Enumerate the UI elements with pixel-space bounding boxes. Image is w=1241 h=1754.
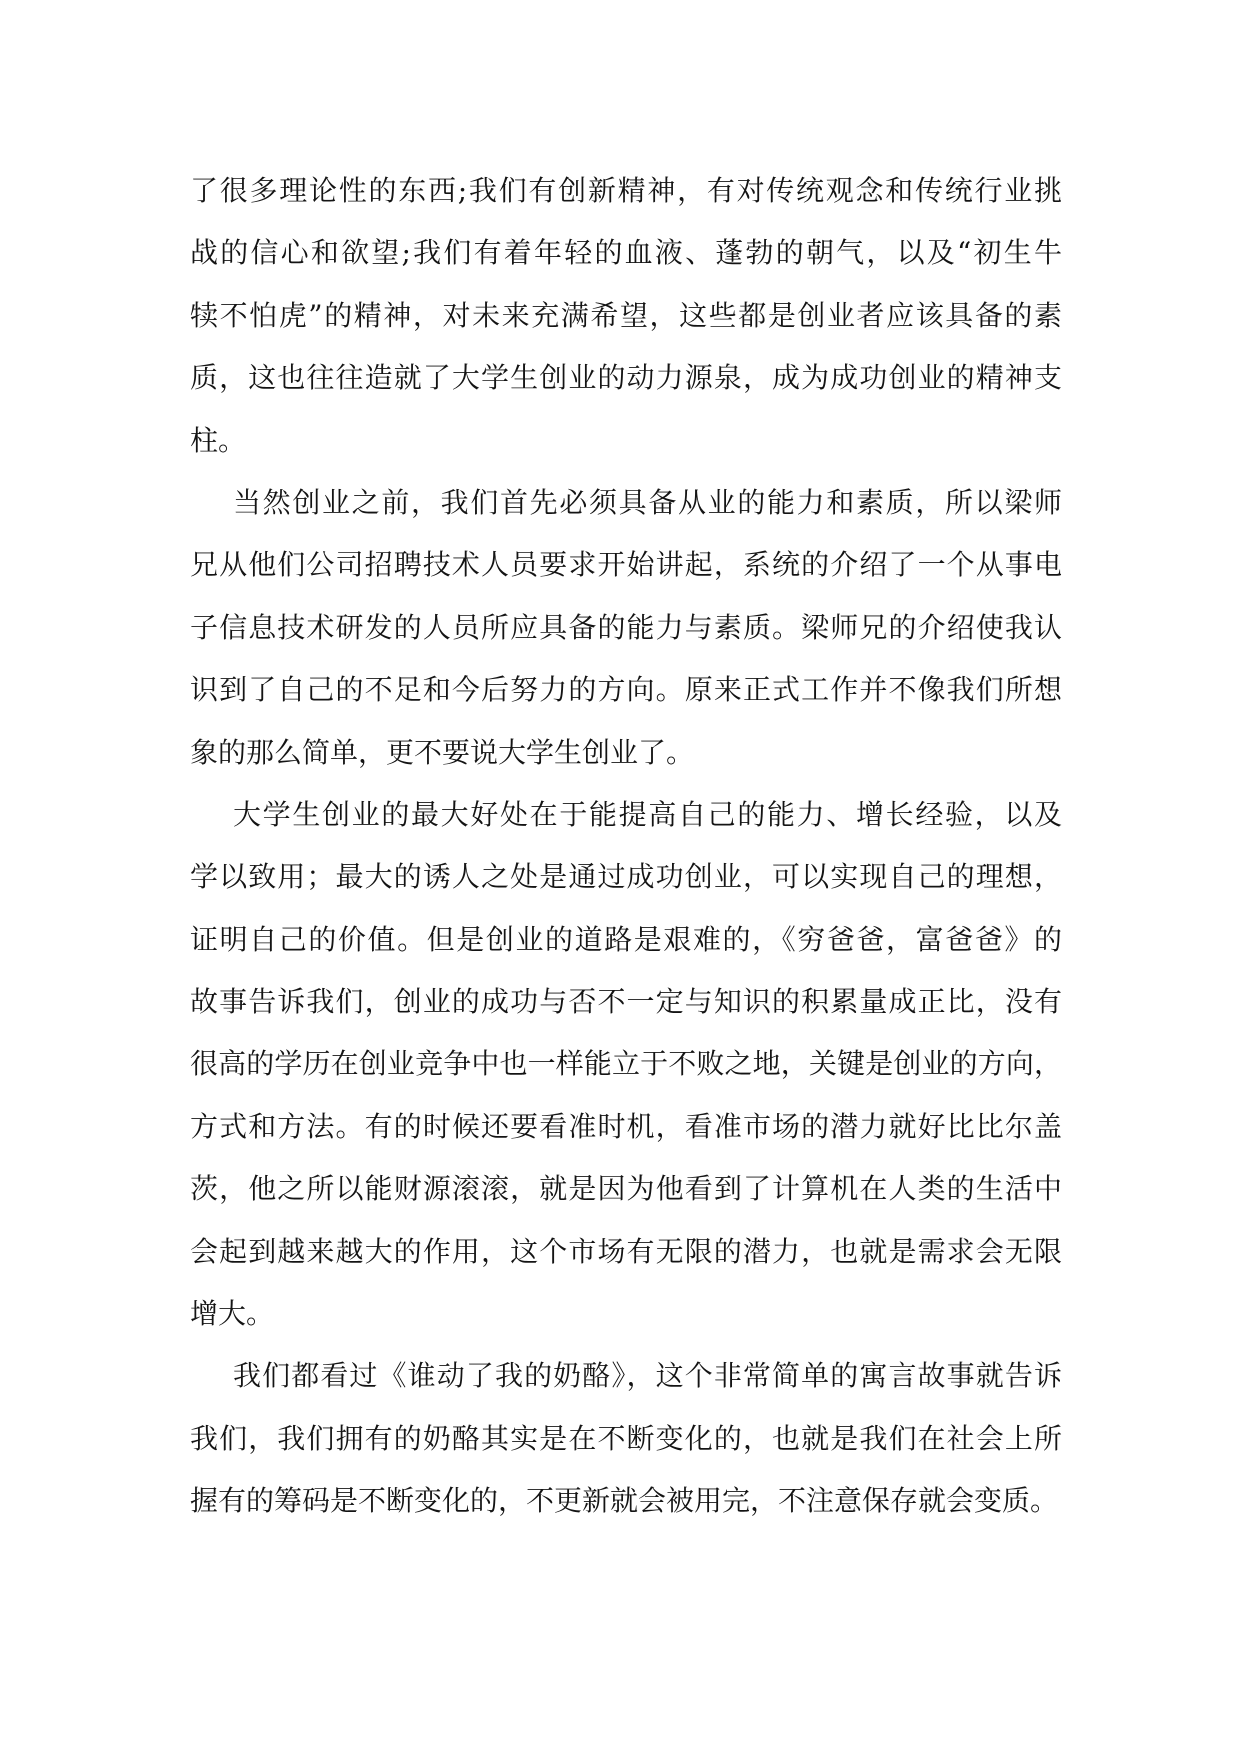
text-line: 兄从他们公司招聘技术人员要求开始讲起，系统的介绍了一个从事电 xyxy=(190,548,1062,582)
text-line: 故事告诉我们，创业的成功与否不一定与知识的积累量成正比，没有 xyxy=(190,985,1062,1019)
text-line: 当然创业之前，我们首先必须具备从业的能力和素质，所以梁师 xyxy=(233,485,1062,519)
text-line: 我们都看过《谁动了我的奶酪》，这个非常简单的寓言故事就告诉 xyxy=(233,1359,1062,1393)
paragraph xyxy=(190,472,1062,784)
text-line: 学以致用；最大的诱人之处是通过成功创业，可以实现自己的理想， xyxy=(190,860,1062,894)
text-line: 质，这也往往造就了大学生创业的动力源泉，成为成功创业的精神支 xyxy=(190,361,1062,395)
text-line: 我们，我们拥有的奶酪其实是在不断变化的，也就是我们在社会上所 xyxy=(190,1421,1062,1455)
text-line: 识到了自己的不足和今后努力的方向。原来正式工作并不像我们所想 xyxy=(190,673,1062,707)
text-line: 茨，他之所以能财源滚滚，就是因为他看到了计算机在人类的生活中 xyxy=(190,1172,1062,1206)
paragraph xyxy=(190,784,1062,1346)
text-line: 子信息技术研发的人员所应具备的能力与素质。梁师兄的介绍使我认 xyxy=(190,610,1062,644)
body-text xyxy=(190,160,1062,1533)
text-line: 象的那么简单，更不要说大学生创业了。 xyxy=(190,735,695,769)
text-line: 大学生创业的最大好处在于能提高自己的能力、增长经验，以及 xyxy=(233,797,1062,831)
text-line: 很高的学历在创业竞争中也一样能立于不败之地，关键是创业的方向， xyxy=(190,1047,1062,1081)
text-line: 会起到越来越大的作用，这个市场有无限的潜力，也就是需求会无限 xyxy=(190,1234,1062,1268)
text-line: 增大。 xyxy=(190,1297,275,1331)
text-line: 战的信心和欲望;我们有着年轻的血液、蓬勃的朝气，以及“初生牛 xyxy=(190,236,1062,270)
text-line: 方式和方法。有的时候还要看准时机，看准市场的潜力就好比比尔盖 xyxy=(190,1109,1062,1143)
paragraph xyxy=(190,160,1062,472)
text-line: 了很多理论性的东西;我们有创新精神，有对传统观念和传统行业挑 xyxy=(190,174,1062,207)
text-line: 证明自己的价值。但是创业的道路是艰难的，《穷爸爸，富爸爸》的 xyxy=(190,922,1062,956)
paragraph xyxy=(190,1345,1062,1532)
text-line: 柱。 xyxy=(190,423,247,457)
text-line: 握有的筹码是不断变化的，不更新就会被用完，不注意保存就会变质。 xyxy=(190,1484,1059,1518)
text-line: 犊不怕虎”的精神，对未来充满希望，这些都是创业者应该具备的素 xyxy=(190,298,1062,332)
